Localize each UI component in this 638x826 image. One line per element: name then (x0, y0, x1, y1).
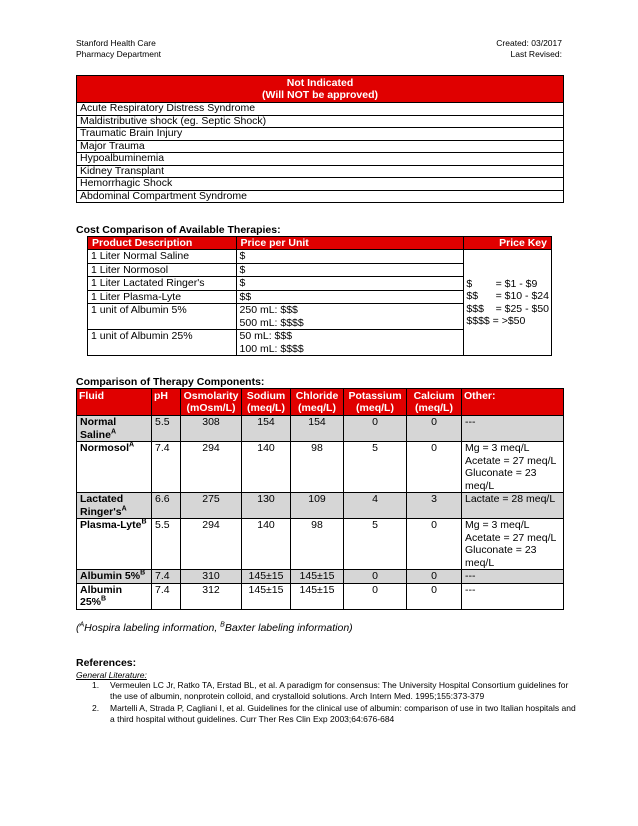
price-key-line: $$$$ = >$50 (466, 315, 526, 327)
not-indicated-item: Acute Respiratory Distress Syndrome (77, 103, 564, 116)
table-row (77, 493, 564, 519)
col-header-ph: pH (152, 389, 181, 416)
last-revised: Last Revised: (510, 49, 562, 59)
sodium-cell: 140 (242, 442, 291, 493)
other-cell: Mg = 3 meq/L Acetate = 27 meq/L Gluconate = 23 meq/L (462, 442, 564, 493)
cost-section-title: Cost Comparison of Available Therapies: (76, 224, 281, 236)
col-header-price: Price per Unit (236, 237, 464, 250)
org-name: Stanford Health Care (76, 38, 156, 48)
sodium-cell: 145±15 (242, 570, 291, 584)
not-indicated-item: Hypoalbuminemia (77, 153, 564, 166)
calcium-cell: 0 (407, 442, 462, 493)
product-cell: 1 Liter Lactated Ringer's (88, 277, 237, 291)
price-cell: $ (236, 263, 464, 277)
fluid-cell: Plasma-Lyte$^B$ (77, 519, 152, 570)
sodium-cell: 145±15 (242, 583, 291, 609)
price-cell: $$ (236, 290, 464, 304)
table-row (77, 115, 564, 128)
calcium-cell: 3 (407, 493, 462, 519)
potassium-cell: 4 (344, 493, 407, 519)
potassium-cell: 5 (344, 519, 407, 570)
osmolarity-cell: 294 (181, 519, 242, 570)
table-row (88, 250, 552, 264)
col-header-fluid: Fluid (77, 389, 152, 416)
references-title: References: (76, 657, 137, 669)
product-cell: 1 Liter Normal Saline (88, 250, 237, 264)
col-header-product: Product Description (88, 237, 237, 250)
calcium-cell: 0 (407, 570, 462, 584)
table-row (77, 153, 564, 166)
price-key-line: $$$ = $25 - $50 (466, 302, 549, 315)
chloride-cell: 109 (291, 493, 344, 519)
table-row (77, 178, 564, 191)
table-row (77, 103, 564, 116)
ph-cell: 7.4 (152, 570, 181, 584)
fluid-cell: Albumin 25%$^B$ (77, 583, 152, 609)
ph-cell: 7.4 (152, 583, 181, 609)
col-header-sodium: Sodium (meq/L) (242, 389, 291, 416)
not-indicated-item: Kidney Transplant (77, 165, 564, 178)
fluid-cell: Lactated $Ringer's^A$ (77, 493, 152, 519)
table-row (77, 128, 564, 141)
not-indicated-header-row (77, 76, 564, 103)
col-header-potassium: Potassium (meq/L) (344, 389, 407, 416)
ph-cell: 5.5 (152, 416, 181, 442)
table-row (77, 416, 564, 442)
reference-item: 2. Martelli A, Strada P, Cagliani I, et al. Guidelines for the clinical use of albumin: comparison of use in two Italian hospitals and a third hospital without guidelines. Curr Ther Res Clin Exp 2003;64:676-684 (92, 703, 576, 724)
not-indicated-item: Maldistributive shock (eg. Septic Shock) (77, 115, 564, 128)
potassium-cell: 0 (344, 570, 407, 584)
table-row (77, 583, 564, 609)
osmolarity-cell: 308 (181, 416, 242, 442)
price-key-line: $ = $1 - $9 (466, 277, 538, 290)
table-row (77, 190, 564, 203)
potassium-cell: 5 (344, 442, 407, 493)
price-cell: $ (236, 277, 464, 291)
price-cell: 50 mL: $$$ 100 mL: $$$$ (236, 330, 464, 356)
osmolarity-cell: 312 (181, 583, 242, 609)
created-date: Created: 03/2017 (496, 38, 562, 48)
not-indicated-item: Hemorrhagic Shock (77, 178, 564, 191)
page-header-right (496, 38, 562, 60)
chloride-cell: 98 (291, 519, 344, 570)
ph-cell: 6.6 (152, 493, 181, 519)
fluid-cell: Normosol$^A$ (77, 442, 152, 493)
other-cell: --- (462, 416, 564, 442)
other-cell: --- (462, 570, 564, 584)
components-section-title: Comparison of Therapy Components: (76, 376, 265, 388)
sodium-cell: 140 (242, 519, 291, 570)
table-footnote: ($^A$Hospira labeling information, $^B$Baxter labeling information) (76, 621, 353, 634)
table-row (77, 165, 564, 178)
chloride-cell: 154 (291, 416, 344, 442)
not-indicated-header: Not Indicated (Will NOT be approved) (77, 76, 564, 103)
product-cell: 1 unit of Albumin 25% (88, 330, 237, 356)
cost-header-row (88, 237, 552, 250)
price-key-cell (464, 250, 552, 356)
ph-cell: 5.5 (152, 519, 181, 570)
fluid-cell: Albumin 5%$^B$ (77, 570, 152, 584)
chloride-cell: 145±15 (291, 570, 344, 584)
col-header-calcium: Calcium (meq/L) (407, 389, 462, 416)
potassium-cell: 0 (344, 416, 407, 442)
components-table (76, 388, 564, 610)
chloride-cell: 145±15 (291, 583, 344, 609)
osmolarity-cell: 310 (181, 570, 242, 584)
price-cell: $ (236, 250, 464, 264)
col-header-other: Other: (462, 389, 564, 416)
not-indicated-item: Abdominal Compartment Syndrome (77, 190, 564, 203)
table-row (77, 442, 564, 493)
table-row (77, 519, 564, 570)
calcium-cell: 0 (407, 519, 462, 570)
page-header-left (76, 38, 161, 60)
product-cell: 1 Liter Plasma-Lyte (88, 290, 237, 304)
osmolarity-cell: 294 (181, 442, 242, 493)
sodium-cell: 130 (242, 493, 291, 519)
other-cell: Lactate = 28 meq/L (462, 493, 564, 519)
other-cell: Mg = 3 meq/L Acetate = 27 meq/L Gluconate = 23 meq/L (462, 519, 564, 570)
calcium-cell: 0 (407, 583, 462, 609)
calcium-cell: 0 (407, 416, 462, 442)
price-key-line: $$ = $10 - $24 (466, 290, 549, 302)
not-indicated-item: Major Trauma (77, 140, 564, 153)
table-row (77, 140, 564, 153)
other-cell: --- (462, 583, 564, 609)
potassium-cell: 0 (344, 583, 407, 609)
osmolarity-cell: 275 (181, 493, 242, 519)
cost-table (87, 236, 552, 356)
product-cell: 1 unit of Albumin 5% (88, 304, 237, 330)
fluid-cell: Normal Saline$^A$ (77, 416, 152, 442)
price-cell: 250 mL: $$$ 500 mL: $$$$ (236, 304, 464, 330)
table-row (77, 570, 564, 584)
references-subtitle: General Literature: (76, 670, 147, 680)
sodium-cell: 154 (242, 416, 291, 442)
chloride-cell: 98 (291, 442, 344, 493)
department-name: Pharmacy Department (76, 49, 162, 59)
col-header-price-key: Price Key (464, 237, 552, 250)
not-indicated-item: Traumatic Brain Injury (77, 128, 564, 141)
components-header-row (77, 389, 564, 416)
product-cell: 1 Liter Normosol (88, 263, 237, 277)
ph-cell: 7.4 (152, 442, 181, 493)
reference-item: 1. Vermeulen LC Jr, Ratko TA, Erstad BL, et al. A paradigm for consensus: The University Hospital Consortium guidelines for the use of albumin, nonprotein colloid, and crystalloid solutions. Arch Intern Med. 1995;155:373-379 (92, 680, 569, 701)
col-header-osmolarity: Osmolarity (mOsm/L) (181, 389, 242, 416)
col-header-chloride: Chloride (meq/L) (291, 389, 344, 416)
not-indicated-table (76, 75, 564, 203)
